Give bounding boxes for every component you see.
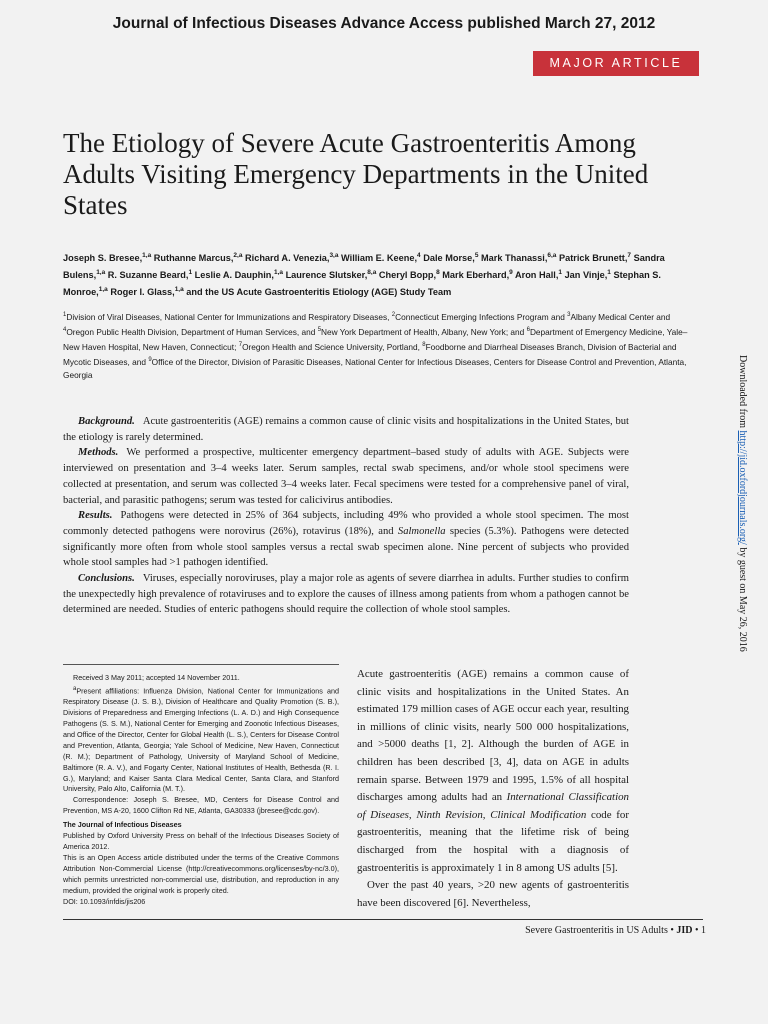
journal-name: The Journal of Infectious Diseases	[63, 820, 182, 830]
author-name: Roger I. Glass,	[110, 286, 175, 297]
abstract-label: Conclusions.	[78, 573, 135, 585]
abstract-text: Viruses, especially noroviruses, play a major role as agents of severe diarrhea in adults. Further studies to confirm the unexpectedly high prevalence of rotaviruses and to explore the causes of illness among patients from whom a pathogen cannot be determined are needed. Studies of enteric pathogens should require the collection of whole stool samples.	[63, 573, 629, 616]
author-name: Sandra Bulens,	[63, 253, 665, 280]
author-affiliation-marker: 8	[436, 268, 440, 276]
sidebar-suffix: by guest on May 26, 2016	[737, 547, 748, 652]
author-name: Dale Morse,	[423, 253, 475, 264]
article-type-badge: MAJOR ARTICLE	[533, 51, 699, 76]
affiliation-marker: 1	[63, 312, 67, 318]
author-affiliation-marker: 6,a	[547, 252, 557, 259]
affiliation-marker: 3	[567, 312, 571, 318]
abstract	[63, 414, 629, 618]
affiliation-marker: 7	[238, 341, 243, 348]
author-affiliation-marker: 1,a	[142, 252, 152, 259]
footer-bullet: •	[670, 925, 674, 936]
author-name: Mark Eberhard,	[442, 269, 510, 280]
author-affiliation-marker: 2,a	[233, 252, 243, 259]
author-affiliation-marker: 5	[474, 252, 479, 259]
license-note: This is an Open Access article distributed under the terms of the Creative Commons Attribution Non-Commercial License (http://creativecommons.org/licenses/by-nc/3.0), which permits unrestricted non-commercial use, distribution, and reproduction in any medium, provided the original work is properly cited.	[63, 852, 339, 895]
author-name: Aron Hall,	[514, 269, 559, 280]
publisher-note: Published by Oxford University Press on behalf of the Infectious Diseases Society of America 2012.	[63, 831, 339, 851]
abstract-results	[63, 508, 629, 571]
author-affiliation-marker: 1,a	[174, 285, 184, 293]
author-affiliation-marker: 1,a	[96, 268, 106, 276]
affiliation-marker: 8	[422, 341, 426, 348]
author-name: Jan Vinje,	[564, 269, 608, 280]
author-affiliation-marker: 1	[188, 268, 193, 276]
footnote-divider	[63, 664, 339, 665]
abstract-text: Pathogens were detected in 25% of 364 subjects, including 49% who provided a whole stool specimen. The most commonly detected pathogens were norovirus (26%), rotavirus (18%), and	[63, 510, 629, 537]
footnote-marker: a	[73, 685, 77, 692]
correspondence: Correspondence: Joseph S. Bresee, MD, Centers for Disease Control and Prevention, MS A-20, 1600 Clifton Rd NE, Atlanta, GA30333 (jbresee@cdc.gov).	[63, 795, 339, 816]
body-paragraph	[357, 666, 629, 877]
author-name: and the US Acute Gastroenteritis Etiology (AGE) Study Team	[186, 286, 452, 297]
affiliation-text: Oregon Public Health Division, Department of Human Services, and	[66, 326, 316, 337]
affiliation-text: Connecticut Emerging Infections Program and	[395, 311, 565, 322]
author-affiliation-marker: 9	[509, 268, 513, 276]
page-footer	[525, 925, 706, 936]
footer-divider	[63, 919, 703, 920]
footnotes	[63, 673, 339, 907]
body-text-span: Acute gastroenteritis (AGE) remains a common cause of clinic visits and hospitalizations in the United States. An estimated 179 million cases of AGE occur each year, resulting in millions of clinic visits, nearly 500 000 hospitalizations, and >5000 deaths [1, 2]. Although the burden of AGE in children has been described [3, 4], data on AGE in adults remain sparse. Between 1979 and 1995, 1.5% of all hospital discharges among adults had an	[357, 668, 629, 804]
author-affiliation-marker: 1	[558, 268, 562, 276]
affiliation-marker: 5	[317, 326, 322, 333]
article-title: The Etiology of Severe Acute Gastroenteritis Among Adults Visiting Emergency Departments in the United States	[63, 128, 649, 220]
affiliation-text: Oregon Health and Science University, Portland,	[242, 341, 420, 352]
author-affiliation-marker: 1	[607, 268, 611, 276]
author-name: Laurence Slutsker,	[285, 269, 368, 280]
abstract-text: We performed a prospective, multicenter emergency department–based study of adults with AGE. Subjects were interviewed on presentation and 3–4 weeks later. Serum samples, rectal swab specimens, and/or whole stool specimens were collected at presentation, and serum was collected 3–4 weeks later. Fecal specimens were tested for a comprehensive panel of viral, bacterial, and parasitic pathogens; serum was tested for calicivirus antibodies.	[63, 447, 629, 506]
running-title: Severe Gastroenteritis in US Adults	[525, 925, 668, 936]
author-name: Stephan S. Monroe,	[63, 269, 661, 297]
download-sidebar	[737, 355, 756, 700]
abstract-text: species (5.3%). Pathogens were detected significantly more often from whole stool samples versus a rectal swab specimen alone. Nine percent of subjects who provided whole stool samples had >1 pathogen identified.	[63, 525, 629, 569]
author-name: Mark Thanassi,	[481, 253, 548, 264]
affiliations	[63, 309, 703, 382]
author-name: William E. Keene,	[341, 253, 418, 264]
affiliation-text: New York Department of Health, Albany, New York; and	[321, 326, 525, 337]
abstract-conclusions	[63, 571, 629, 618]
abstract-label: Methods.	[78, 447, 119, 459]
author-affiliation-marker: 3,a	[329, 252, 339, 259]
sidebar-link[interactable]: http://jid.oxfordjournals.org/	[737, 430, 748, 545]
author-name: R. Suzanne Beard,	[107, 269, 189, 280]
author-name: Patrick Brunett,	[559, 253, 628, 264]
received-dates: Received 3 May 2011; accepted 14 November 2011.	[73, 673, 240, 682]
affiliation-text: Albany Medical Center and	[570, 311, 671, 322]
body-text-span: code for gastroenteritis, meaning that the lifetime risk of being discharged from the hospital with a diagnosis of gastroenteritis is approximately 1 in 8 among US adults [5].	[357, 808, 629, 874]
abstract-italic: Salmonella	[397, 525, 446, 537]
author-affiliation-marker: 4	[417, 252, 421, 259]
publication-line: Journal of Infectious Diseases Advance Access published March 27, 2012	[112, 15, 656, 32]
author-name: Leslie A. Dauphin,	[194, 269, 274, 280]
abstract-label: Background.	[78, 416, 135, 427]
author-affiliation-marker: 1,a	[98, 285, 108, 293]
abstract-text: Acute gastroenteritis (AGE) remains a common cause of clinic visits and hospitalizations in the United States, but the etiology is rarely determined.	[63, 416, 629, 443]
author-affiliation-marker: 7	[627, 252, 632, 259]
present-affiliations	[63, 684, 339, 795]
author-name: Joseph S. Bresee,	[63, 253, 143, 264]
author-name: Richard A. Venezia,	[245, 253, 330, 264]
doi: DOI: 10.1093/infdis/jis206	[63, 896, 146, 906]
footer-bullet: •	[694, 925, 699, 936]
abstract-background	[63, 414, 629, 445]
affiliation-marker: 6	[526, 326, 530, 333]
footer-journal: JID	[676, 925, 693, 936]
affiliation-text: Department of Emergency Medicine, Yale–New Haven Hospital, New Haven, Connecticut;	[63, 326, 688, 352]
affiliation-marker: 2	[391, 312, 396, 318]
author-affiliation-marker: 1,a	[273, 268, 283, 276]
author-list	[63, 249, 683, 300]
abstract-label: Results.	[78, 510, 113, 522]
page-number: 1	[701, 925, 706, 936]
author-name: Ruthanne Marcus,	[153, 253, 234, 264]
affiliation-marker: 9	[148, 356, 152, 363]
abstract-methods	[63, 445, 629, 508]
affiliation-text: Office of the Director, Division of Parasitic Diseases, National Center for Infectious Diseases, Centers for Disease Control and Prevention, Atlanta, Georgia	[63, 356, 687, 380]
affiliation-text: Division of Viral Diseases, National Center for Immunizations and Respiratory Diseases,	[66, 311, 390, 322]
body-italic: International Classification of Diseases, Ninth Revision, Clinical Modification	[357, 791, 629, 821]
author-name: Cheryl Bopp,	[378, 269, 437, 280]
body-paragraph: Over the past 40 years, >20 new agents of gastroenteritis have been discovered [6]. Nevertheless,	[357, 879, 629, 909]
author-affiliation-marker: 8,a	[367, 268, 377, 276]
sidebar-prefix: Downloaded from	[737, 355, 748, 429]
affiliation-text: Foodborne and Diarrheal Diseases Branch, Division of Bacterial and Mycotic Diseases, and	[63, 341, 677, 367]
body-text	[357, 666, 629, 912]
affiliation-marker: 4	[63, 326, 67, 333]
present-affiliations-text: Present affiliations: Influenza Division, National Center for Immunizations and Respiratory Disease (J. S. B.), Division of Healthcare and Quality Promotion (S. B.), Divisions of Preparedness and Emerging Infections (L. A. D.) and High Consequence Pathogens (S. S. M.), National Center for Emerging and Zoonotic Infectious Diseases, and Office of the Director, Center for Global Health (L. S.), Centers for Disease Control and Prevention, Atlanta, Georgia; Yale School of Medicine, New Haven, Connecticut (R. M.); Department of Pathology, University of Maryland School of Medicine, Baltimore (R. A. V.), and Fogarty Center, National Institutes of Health, Bethesda (R. I. G.), Maryland; and Kaiser Santa Clara Medical Center, Santa Clara, and Stanford University, Palo Alto, California (M. T.).	[63, 686, 339, 794]
